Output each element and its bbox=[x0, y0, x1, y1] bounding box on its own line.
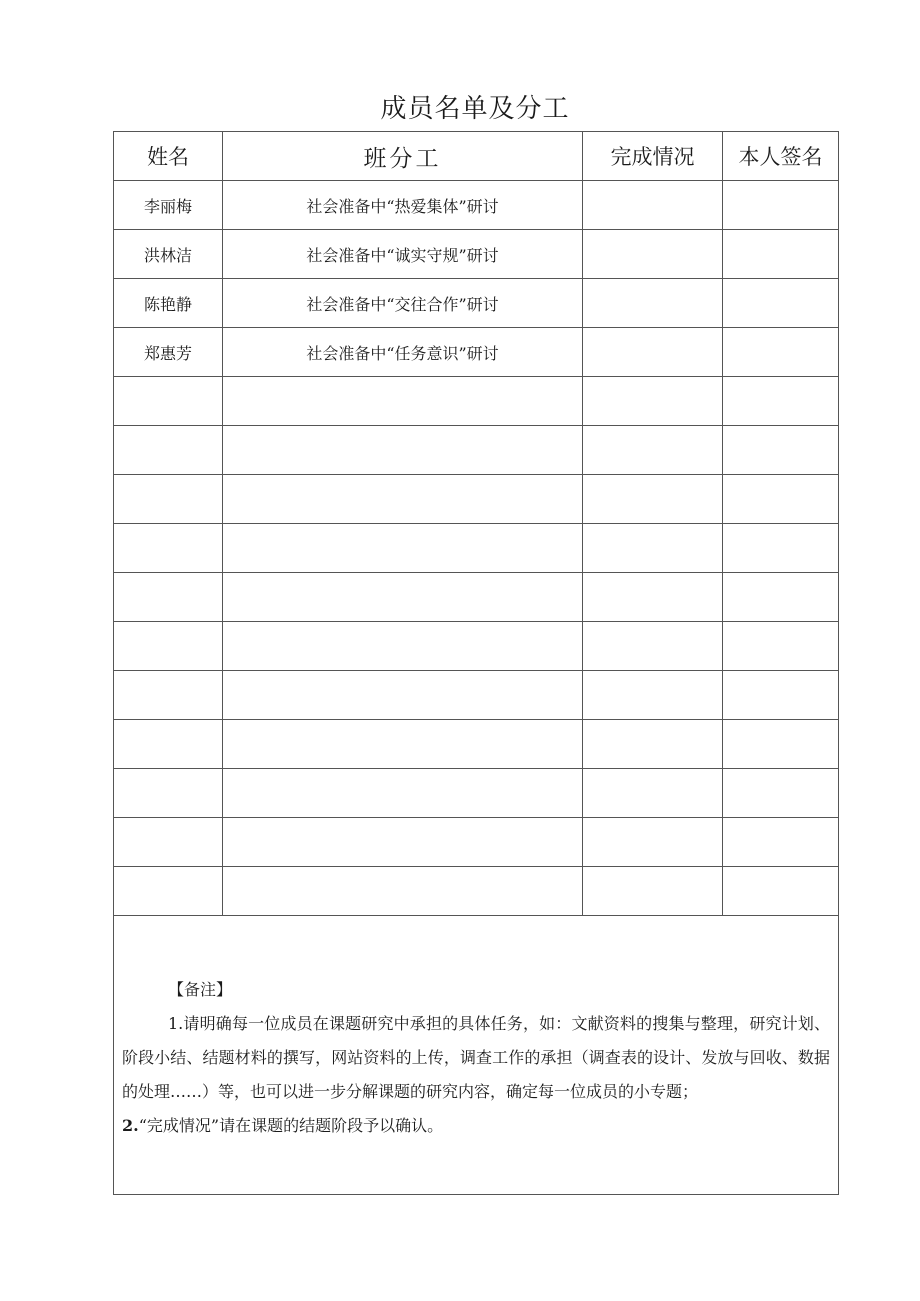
table-row bbox=[114, 671, 839, 720]
cell-signature[interactable] bbox=[723, 818, 839, 867]
table-row bbox=[114, 622, 839, 671]
cell-name bbox=[114, 769, 223, 818]
cell-signature[interactable] bbox=[723, 573, 839, 622]
cell-task: 社会准备中“诚实守规”研讨 bbox=[223, 230, 583, 279]
table-row bbox=[114, 573, 839, 622]
notes-item-1 bbox=[122, 1007, 830, 1109]
cell-name: 陈艳静 bbox=[114, 279, 223, 328]
cell-status[interactable] bbox=[583, 720, 723, 769]
header-status: 完成情况 bbox=[583, 132, 723, 181]
cell-status[interactable] bbox=[583, 230, 723, 279]
cell-status[interactable] bbox=[583, 671, 723, 720]
page-title: 成员名单及分工 bbox=[380, 94, 570, 124]
table-row bbox=[114, 867, 839, 916]
cell-name: 李丽梅 bbox=[114, 181, 223, 230]
cell-name: 洪林洁 bbox=[114, 230, 223, 279]
table-row bbox=[114, 328, 839, 377]
cell-status[interactable] bbox=[583, 622, 723, 671]
cell-status[interactable] bbox=[583, 181, 723, 230]
header-signature: 本人签名 bbox=[723, 132, 839, 181]
cell-signature[interactable] bbox=[723, 279, 839, 328]
cell-status[interactable] bbox=[583, 426, 723, 475]
cell-name bbox=[114, 475, 223, 524]
cell-signature[interactable] bbox=[723, 426, 839, 475]
table-row bbox=[114, 524, 839, 573]
cell-name: 郑惠芳 bbox=[114, 328, 223, 377]
notes-item-2-number: 2. bbox=[122, 1116, 139, 1135]
cell-signature[interactable] bbox=[723, 671, 839, 720]
cell-task bbox=[223, 377, 583, 426]
cell-status[interactable] bbox=[583, 867, 723, 916]
cell-status[interactable] bbox=[583, 328, 723, 377]
cell-name bbox=[114, 867, 223, 916]
cell-name bbox=[114, 426, 223, 475]
cell-task bbox=[223, 769, 583, 818]
table-row bbox=[114, 475, 839, 524]
cell-signature[interactable] bbox=[723, 328, 839, 377]
cell-status[interactable] bbox=[583, 524, 723, 573]
cell-status[interactable] bbox=[583, 279, 723, 328]
table-row bbox=[114, 181, 839, 230]
table-row bbox=[114, 769, 839, 818]
cell-name bbox=[114, 720, 223, 769]
notes-item-2-text: “完成情况”请在课题的结题阶段予以确认。 bbox=[138, 1116, 444, 1135]
cell-task bbox=[223, 524, 583, 573]
notes-row bbox=[114, 916, 839, 1195]
table-row bbox=[114, 377, 839, 426]
cell-name bbox=[114, 524, 223, 573]
cell-name bbox=[114, 818, 223, 867]
cell-signature[interactable] bbox=[723, 867, 839, 916]
cell-status[interactable] bbox=[583, 377, 723, 426]
notes-item-2 bbox=[122, 1109, 830, 1143]
cell-signature[interactable] bbox=[723, 720, 839, 769]
notes-item-1-text: 请明确每一位成员在课题研究中承担的具体任务，如：文献资料的搜集与整理，研究计划、阶段小结、结题材料的撰写，网站资料的上传，调查工作的承担（调查表的设计、发放与回收、数据的处理……）等，也可以进一步分解课题的研究内容，确定每一位成员的小专题； bbox=[122, 1014, 830, 1101]
cell-task bbox=[223, 622, 583, 671]
table-row bbox=[114, 230, 839, 279]
cell-status[interactable] bbox=[583, 769, 723, 818]
table-row bbox=[114, 279, 839, 328]
cell-signature[interactable] bbox=[723, 230, 839, 279]
notes-cell bbox=[114, 916, 839, 1195]
cell-signature[interactable] bbox=[723, 622, 839, 671]
table-header-row bbox=[114, 132, 839, 181]
notes-item-1-number: 1. bbox=[168, 1014, 184, 1033]
notes-heading: 【备注】 bbox=[168, 980, 233, 999]
cell-task bbox=[223, 720, 583, 769]
cell-signature[interactable] bbox=[723, 181, 839, 230]
header-task: 班分工 bbox=[223, 132, 583, 181]
cell-task bbox=[223, 818, 583, 867]
cell-signature[interactable] bbox=[723, 524, 839, 573]
table-row bbox=[114, 818, 839, 867]
table-row bbox=[114, 720, 839, 769]
cell-signature[interactable] bbox=[723, 377, 839, 426]
cell-task bbox=[223, 426, 583, 475]
cell-status[interactable] bbox=[583, 475, 723, 524]
table-row bbox=[114, 426, 839, 475]
cell-name bbox=[114, 622, 223, 671]
cell-task bbox=[223, 573, 583, 622]
cell-task bbox=[223, 475, 583, 524]
cell-status[interactable] bbox=[583, 818, 723, 867]
cell-status[interactable] bbox=[583, 573, 723, 622]
cell-task: 社会准备中“热爱集体”研讨 bbox=[223, 181, 583, 230]
cell-task: 社会准备中“任务意识”研讨 bbox=[223, 328, 583, 377]
cell-name bbox=[114, 377, 223, 426]
cell-task bbox=[223, 867, 583, 916]
cell-signature[interactable] bbox=[723, 475, 839, 524]
header-name: 姓名 bbox=[114, 132, 223, 181]
member-table bbox=[113, 131, 839, 1195]
cell-name bbox=[114, 573, 223, 622]
cell-signature[interactable] bbox=[723, 769, 839, 818]
cell-name bbox=[114, 671, 223, 720]
cell-task: 社会准备中“交往合作”研讨 bbox=[223, 279, 583, 328]
cell-task bbox=[223, 671, 583, 720]
